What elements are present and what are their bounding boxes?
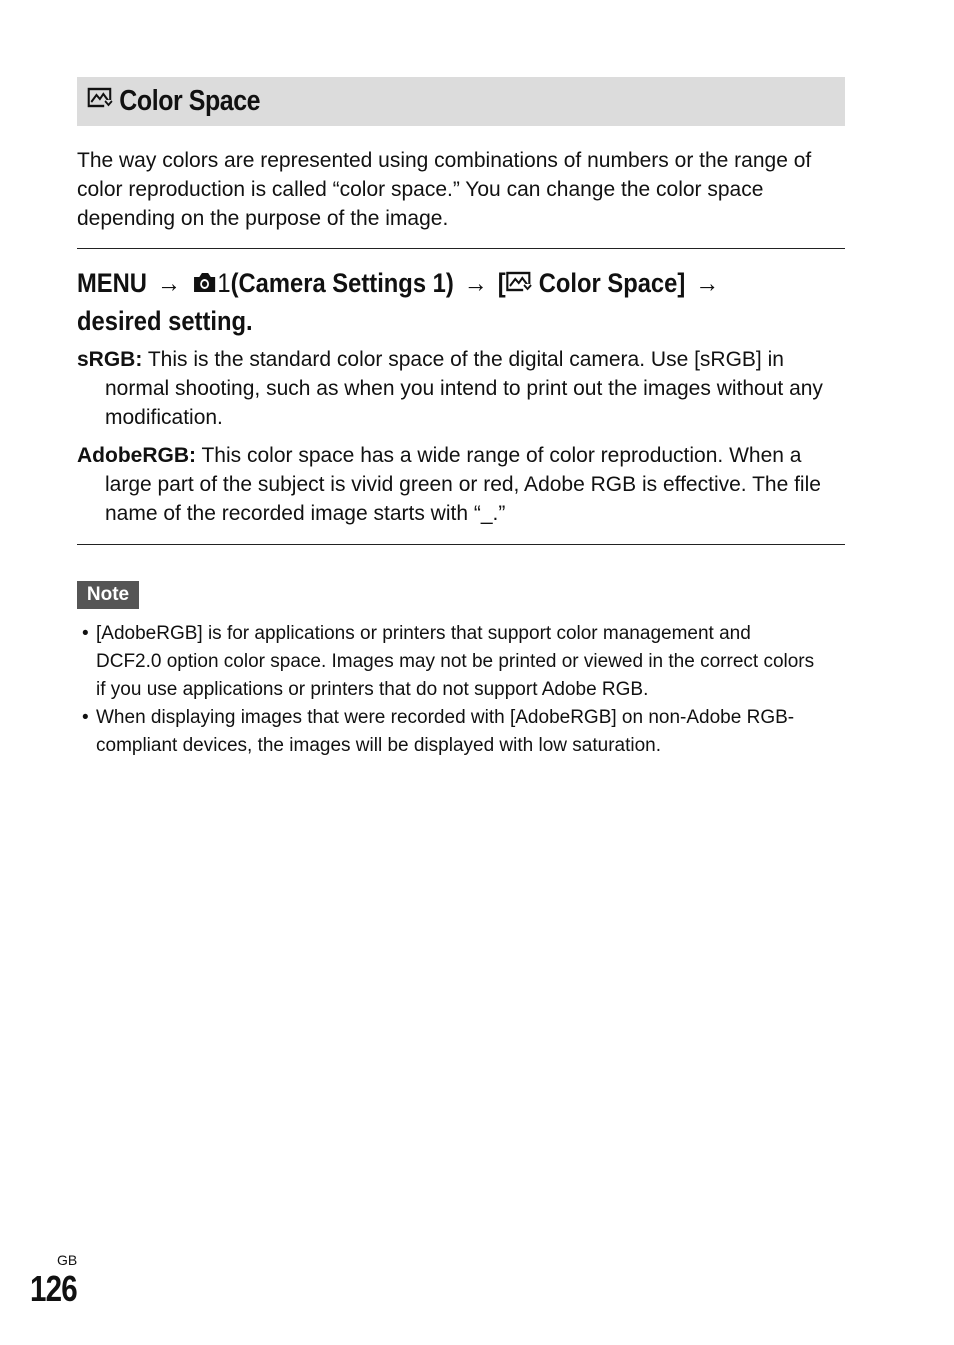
bottom-divider	[77, 544, 845, 545]
option-term: sRGB:	[77, 348, 143, 371]
page-title	[87, 85, 260, 119]
camera-settings-label: (Camera Settings 1)	[230, 268, 454, 298]
arrow-icon: →	[157, 268, 181, 298]
intro-paragraph: The way colors are represented using combinations of numbers or the range of color reproduction is called “color space.” You can change the color space depending on the purpose of the image.	[77, 149, 812, 230]
bullet: •	[82, 707, 89, 728]
list-item	[80, 620, 815, 704]
option-term: AdobeRGB:	[77, 444, 196, 467]
bullet: •	[82, 623, 89, 644]
option-description: This color space has a wide range of color reproduction. When a large part of the subject is vivid green or red, Adobe RGB is effective. The file name of the recorded image starts with “_.”	[105, 444, 821, 525]
color-space-icon	[506, 267, 532, 303]
menu-item-color-space: Color Space]	[538, 268, 686, 298]
note-list	[80, 620, 815, 760]
arrow-icon: →	[695, 268, 720, 298]
region-code: GB	[57, 1252, 78, 1268]
section-title-bar	[77, 77, 845, 126]
page-title-text: Color Space	[119, 84, 261, 117]
bracket-open: [	[497, 268, 506, 298]
top-divider	[77, 248, 845, 249]
option-adobergb	[77, 441, 845, 528]
note-badge: Note	[77, 581, 139, 609]
note-text: When displaying images that were recorded with [AdobeRGB] on non-Adobe RGB-compliant devices, the images will be displayed with low saturation.	[96, 707, 795, 756]
note-text: [AdobeRGB] is for applications or printers that support color management and DCF2.0 option color space. Images may not be printed or viewed in the correct colors if you use applications or printers that do not support Adobe RGB.	[96, 623, 815, 700]
menu-label: MENU	[77, 268, 147, 298]
list-item	[80, 704, 815, 760]
menu-path	[77, 265, 772, 339]
camera-icon	[191, 267, 217, 303]
option-description: This is the standard color space of the digital camera. Use [sRGB] in normal shooting, such as when you intend to print out the images without any modification.	[105, 348, 823, 429]
camera-settings-number: 1	[217, 268, 231, 298]
option-srgb	[77, 345, 845, 432]
color-space-icon	[87, 85, 113, 118]
arrow-icon: →	[463, 268, 488, 298]
page-number: 126	[30, 1268, 77, 1309]
desired-setting-label: desired setting.	[77, 305, 253, 336]
option-definitions	[77, 345, 845, 537]
